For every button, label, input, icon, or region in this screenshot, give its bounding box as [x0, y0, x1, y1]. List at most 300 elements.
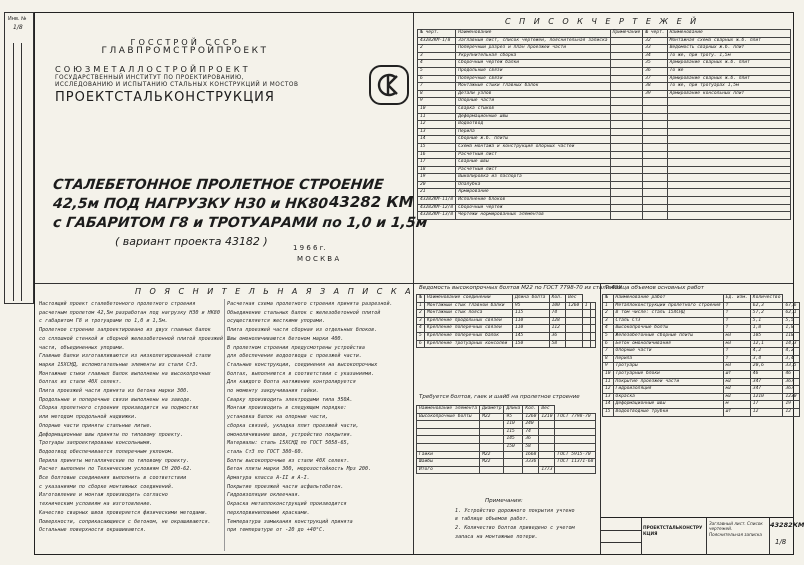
table-cell: [643, 98, 667, 106]
table-cell: 19: [783, 401, 799, 409]
table-cell: 13: [418, 128, 456, 136]
title-stamp: [601, 517, 804, 555]
table-cell: [667, 197, 790, 205]
table-cell: [555, 421, 596, 429]
table-cell: [610, 136, 643, 144]
table-cell: Сварные швы: [456, 159, 610, 167]
table-cell: 115: [513, 310, 550, 318]
stamp-org: ПРОЕКТСТАЛЬКОНСТРУКЦИЯ: [643, 526, 703, 537]
table-cell: [582, 332, 590, 340]
table-cell: ГОСТ 11371-68: [555, 459, 596, 467]
table-cell: 95: [504, 413, 523, 421]
table-row: [418, 60, 791, 68]
table-cell: Количество: [750, 295, 783, 303]
table-cell: 7: [418, 83, 456, 91]
note-line: Остальные поверхности окрашиваются.: [39, 527, 147, 534]
table-cell: м2: [723, 386, 750, 394]
institute-line-2: ИССЛЕДОВАНИЮ И ИСПЫТАНИЮ СТАЛЬНЫХ КОНСТРУКЦИЙ И МОСТОВ: [55, 82, 299, 88]
table-cell: [582, 325, 590, 333]
table-cell: 1210: [750, 393, 783, 401]
table-cell: [643, 181, 667, 189]
table-row: [418, 159, 791, 167]
table-cell: 9: [418, 98, 456, 106]
table-cell: м: [723, 401, 750, 409]
table-cell: [417, 443, 480, 451]
table-cell: 6: [418, 75, 456, 83]
explanatory-note-heading: П О Я С Н И Т Е Л Ь Н А Я З А П И С К А: [135, 287, 414, 296]
table-cell: Вес: [566, 295, 583, 303]
table-row: [417, 443, 596, 451]
table-row: [417, 413, 596, 421]
table-cell: [590, 332, 595, 340]
table-cell: Опорные части: [456, 98, 610, 106]
note-line: Все болтовые соединения выполнить в соответствии: [39, 475, 187, 482]
table-cell: [643, 197, 667, 205]
table-cell: 35: [643, 60, 667, 68]
note-line: для обеспечения водоотвода с проезжей части.: [227, 353, 362, 360]
note-line: Сборка пролетного строения производится на подмостях: [39, 405, 199, 412]
table-cell: 6: [603, 340, 614, 348]
table-cell: [667, 166, 790, 174]
table-cell: [610, 83, 643, 91]
note-line: Для каждого болта натяжение контролируется: [227, 379, 356, 386]
table-cell: 1,8: [750, 325, 783, 333]
table-cell: [590, 340, 595, 348]
table-row: [418, 181, 791, 189]
table-cell: 3,4: [750, 355, 783, 363]
table-cell: Наименование работ: [613, 295, 723, 303]
table-cell: 11: [603, 378, 614, 386]
table-cell: [667, 181, 790, 189]
col-header-note: Примечание: [610, 30, 643, 38]
table-row: [418, 52, 791, 60]
table-cell: 21: [418, 189, 456, 197]
table-cell: Крепление поперечных балок: [425, 332, 513, 340]
table-cell: ГОСТ 7798-70: [555, 413, 596, 421]
city-label: М О С К В А: [297, 255, 340, 263]
table-row: [418, 136, 791, 144]
table-cell: 6: [417, 340, 425, 348]
note-line: Стальные конструкции, соединения на высокопрочных: [227, 361, 378, 368]
table-cell: [610, 174, 643, 182]
table-cell: 58: [549, 340, 566, 348]
table-row: [418, 105, 791, 113]
table-cell: Опорные части: [613, 348, 723, 356]
table-cell: Длина болта: [513, 295, 550, 303]
table-row: [603, 408, 800, 416]
table-cell: [555, 466, 596, 474]
table-row: [418, 37, 791, 45]
table-cell: 20,6: [750, 363, 783, 371]
table-cell: [555, 436, 596, 444]
table-cell: [643, 204, 667, 212]
note-line: в таблице объемов работ.: [455, 516, 529, 523]
table-cell: Гидроизоляция: [613, 386, 723, 394]
table-cell: [610, 166, 643, 174]
table-cell: 4: [418, 60, 456, 68]
table-cell: 1260: [566, 302, 583, 310]
note-line: Объединение стальных балок с железобетонной плитой: [227, 309, 381, 316]
table-cell: шт: [723, 370, 750, 378]
table-row: [603, 340, 800, 348]
table-cell: 1: [582, 302, 590, 310]
table-cell: [610, 105, 643, 113]
table-cell: Укрупнительная сборка: [456, 52, 610, 60]
table-cell: [582, 310, 590, 318]
table-cell: 39: [643, 90, 667, 98]
table-cell: Исполнение блоков: [456, 197, 610, 205]
table-row: [418, 197, 791, 205]
table-cell: [667, 121, 790, 129]
table-cell: Наименование элемента: [417, 406, 480, 414]
variant-label: ( вариант проекта 43182 ): [115, 235, 268, 248]
table-cell: 347: [750, 386, 783, 394]
table-row: [418, 83, 791, 91]
table-cell: [667, 105, 790, 113]
table-cell: [539, 428, 555, 436]
note-line: Материалы: сталь 15ХСНД по ГОСТ 5058-65,: [227, 440, 350, 447]
table-cell: 38: [643, 83, 667, 91]
table-cell: [566, 310, 583, 318]
note-line: Расчетная схема пролетного строения принята разрезной.: [227, 301, 393, 307]
table-cell: [417, 428, 480, 436]
note-line: Бетон плиты марки 300, морозостойкость Мрз 200.: [227, 466, 372, 473]
table-cell: 3,4: [783, 355, 799, 363]
table-cell: 11: [418, 113, 456, 121]
table-cell: 1773: [539, 466, 555, 474]
table-cell: [590, 317, 595, 325]
table-cell: 145: [504, 436, 523, 444]
table-row: [417, 302, 596, 310]
table-cell: Высокопрочные болты: [613, 325, 723, 333]
drawings-list-heading: С П И С О К Ч Е Р Т Е Ж Е Й: [505, 17, 700, 26]
table-cell: Сталь Ст3: [613, 317, 723, 325]
table-cell: [667, 143, 790, 151]
table-row: [418, 143, 791, 151]
table-cell: М22: [480, 413, 504, 421]
note-line: Покрытие проезжей части асфальтобетон.: [227, 483, 344, 490]
table-cell: [610, 113, 643, 121]
table-cell: Окраска: [613, 393, 723, 401]
note-line: Изготовление и монтаж производить согласно: [39, 492, 168, 499]
table-cell: [590, 310, 595, 318]
table-cell: 36: [643, 67, 667, 75]
note-line: Перила приняты металлические по типовому проекту.: [39, 457, 190, 464]
table-row: [418, 212, 791, 220]
table-row: [603, 302, 800, 310]
table-row: [418, 45, 791, 53]
table-cell: 3: [603, 317, 614, 325]
institute-logo: [369, 65, 409, 105]
table-cell: 150: [513, 340, 550, 348]
table-cell: 1260: [523, 413, 539, 421]
table-cell: [643, 128, 667, 136]
table-cell: [610, 212, 643, 220]
table-cell: 7: [603, 348, 614, 356]
note-line: Опорные части приняты стальные литые.: [39, 422, 153, 429]
table-cell: Крепление тротуарных консолей: [425, 340, 513, 348]
notes-heading: Примечания:: [485, 498, 523, 504]
table-row: [417, 325, 596, 333]
table-cell: Монтажная схема сварных ж.б. плит: [667, 37, 790, 45]
note-line: болтах из стали 40Х селект.: [39, 379, 122, 386]
table-cell: 20: [418, 181, 456, 189]
table-cell: 95: [513, 302, 550, 310]
title-doc-number: 43282 КМ: [329, 193, 414, 211]
table-cell: 10: [603, 370, 614, 378]
table-cell: шт: [723, 408, 750, 416]
table-cell: Железобетонные сборные плиты: [613, 332, 723, 340]
table-cell: [610, 37, 643, 45]
table-cell: м3: [723, 332, 750, 340]
table-cell: м2: [723, 393, 750, 401]
table-row: [418, 204, 791, 212]
note-line: Настоящий проект сталебетонного пролетного строения: [39, 301, 196, 307]
table-cell: 33: [643, 45, 667, 53]
table-cell: [667, 212, 790, 220]
table-cell: 12: [603, 386, 614, 394]
bolt-table: [416, 294, 596, 348]
stamp-divider: [601, 542, 641, 543]
divider: [224, 299, 225, 551]
table-cell: м2: [723, 378, 750, 386]
table-cell: 15: [418, 143, 456, 151]
table-cell: Бетон омоноличивания: [613, 340, 723, 348]
table-cell: 1,8: [783, 325, 799, 333]
note-line: сборка связей, укладка плит проезжей части,: [227, 422, 359, 429]
table-row: [603, 332, 800, 340]
margin-stamp-grid: [21, 43, 23, 301]
table-cell: 4: [603, 325, 614, 333]
table-cell: т: [723, 325, 750, 333]
table-row: [417, 332, 596, 340]
table-cell: т: [723, 348, 750, 356]
note-line: Монтажные стыки главных балок выполнены на высокопрочных: [39, 370, 211, 377]
table-cell: [610, 151, 643, 159]
table-cell: М22: [480, 459, 504, 467]
table-row: [417, 317, 596, 325]
divider: [413, 283, 414, 554]
note-line: при температуре от -20 до +40°С.: [227, 527, 326, 534]
table-cell: Монтажный стык главной балки: [425, 302, 513, 310]
note-line: Пролетное строение запроектировано из двух главных балок: [39, 327, 211, 334]
fastener-table: [416, 405, 596, 474]
table-cell: 8: [418, 90, 456, 98]
table-row: [603, 310, 800, 318]
table-cell: №: [603, 295, 614, 303]
table-row: [417, 340, 596, 348]
table-cell: 150: [504, 443, 523, 451]
table-cell: [643, 113, 667, 121]
stamp-doc-number: 43282КМ: [770, 521, 804, 529]
table-cell: 36: [523, 436, 539, 444]
table-cell: [539, 436, 555, 444]
table-cell: [643, 159, 667, 167]
table-cell: Тротуарные блоки: [613, 370, 723, 378]
note-line: осуществляется жесткими упорами.: [227, 318, 326, 325]
table-cell: Шайбы: [417, 459, 480, 467]
note-line: части, объединенных упорами.: [39, 344, 125, 351]
table-cell: Перила: [613, 355, 723, 363]
table-cell: т: [723, 355, 750, 363]
table-cell: 43282КМ-13/8: [418, 212, 456, 220]
table-row: [417, 459, 596, 467]
table-cell: [610, 189, 643, 197]
table-cell: 16: [418, 151, 456, 159]
drawing-sheet: [34, 12, 804, 555]
title-line-1: СТАЛЕБЕТОННОЕ ПРОЛЕТНОЕ СТРОЕНИЕ: [52, 177, 385, 193]
table-cell: 5,5: [783, 317, 799, 325]
table-cell: 1230: [783, 393, 799, 401]
table-cell: [610, 121, 643, 129]
table-cell: Покрытие проезжей части: [613, 378, 723, 386]
note-line: Гидроизоляция оклеечная.: [227, 492, 301, 499]
table-cell: [566, 332, 583, 340]
table-cell: [610, 204, 643, 212]
note-line: с указаниями по сборке монтажных соединений.: [39, 483, 174, 490]
table-cell: Наименование соединений: [425, 295, 513, 303]
table-cell: Армирование сварных ж.б. плит: [667, 60, 790, 68]
note-line: Тротуары запроектированы консольными.: [39, 440, 153, 447]
table-cell: 2: [603, 310, 614, 318]
table-cell: 5: [417, 332, 425, 340]
table-cell: 17: [750, 401, 783, 409]
table-cell: [590, 302, 595, 310]
table-cell: 58: [523, 443, 539, 451]
table-cell: [610, 45, 643, 53]
table-cell: Деформационные швы: [456, 113, 610, 121]
table-row: [603, 393, 800, 401]
note-line: омоноличивание швов, устройство покрытия.: [227, 431, 353, 438]
note-line: по моменту закручивания гайки.: [227, 388, 320, 395]
volumes-table: [602, 294, 800, 417]
note-line: с габаритом Г8 и тротуарами по 1,0 и 1,5м.: [39, 318, 168, 325]
table-cell: [523, 466, 539, 474]
table-cell: 240: [523, 421, 539, 429]
table-cell: [555, 443, 596, 451]
table-cell: Сварка стыков: [456, 105, 610, 113]
table-cell: Поперечный разрез и план проезжей части: [456, 45, 610, 53]
table-cell: Гайки: [417, 451, 480, 459]
table-cell: Водоотводные трубки: [613, 408, 723, 416]
table-cell: 1668: [523, 451, 539, 459]
note-line: В пролетном строении предусмотрены устройства: [227, 344, 366, 351]
table-cell: Чертежи нормированных элементов: [456, 212, 610, 220]
table-cell: [667, 136, 790, 144]
table-cell: м3: [723, 363, 750, 371]
table-cell: [610, 128, 643, 136]
table-cell: 12: [783, 408, 799, 416]
divider: [35, 283, 793, 284]
table-cell: [643, 174, 667, 182]
stamp-sheet-title: Заглавный лист. Список чертежей. Пояснительная записка: [709, 521, 763, 537]
table-cell: 43282КМ-1/8: [418, 37, 456, 45]
table-cell: Заглавный лист, список чертежей, пояснительная записка: [456, 37, 610, 45]
table-cell: [539, 421, 555, 429]
table-cell: Крепление поперечных связей: [425, 325, 513, 333]
table-row: [417, 428, 596, 436]
table-row: [418, 189, 791, 197]
table-cell: [643, 166, 667, 174]
table-cell: т: [723, 310, 750, 318]
table-cell: 5: [603, 332, 614, 340]
table-row: [418, 98, 791, 106]
table-cell: 110: [513, 317, 550, 325]
note-line: Поверхности, соприкасающиеся с бетоном, не окрашиваются.: [39, 518, 211, 525]
table-row: [603, 317, 800, 325]
note-line: запаса на монтажные потери.: [455, 533, 538, 540]
table-cell: 67,6: [783, 302, 799, 310]
table-row: [603, 355, 800, 363]
table-cell: 14,3: [783, 340, 799, 348]
table-cell: [643, 189, 667, 197]
table-cell: 13: [603, 393, 614, 401]
note-line: 1. Устройство дорожного покрытия учтено: [455, 507, 575, 514]
note-line: 2. Количество болтов приведено с учетом: [455, 525, 575, 532]
table-cell: 1: [603, 302, 614, 310]
table-row: [603, 386, 800, 394]
table-row: [418, 67, 791, 75]
col-header-name: Наименование: [456, 30, 610, 38]
note-line: марки 15ХСНД, вспомогательные элементы из стали Ст3.: [39, 361, 199, 368]
table-cell: т: [723, 302, 750, 310]
title-line-2: 42,5м ПОД НАГРУЗКУ Н30 и НК80: [52, 196, 329, 212]
logo-ck-icon: [371, 67, 407, 103]
table-cell: 46: [783, 370, 799, 378]
table-cell: 128: [549, 317, 566, 325]
table-header-row: [417, 295, 596, 303]
table-row: [418, 90, 791, 98]
table-cell: М22: [480, 451, 504, 459]
table-cell: Продольные связи: [456, 67, 610, 75]
union-name: СОЮЗМЕТАЛЛОСТРОЙПРОЕКТ: [55, 64, 251, 74]
table-row: [603, 348, 800, 356]
table-row: [418, 174, 791, 182]
table-cell: 2: [418, 45, 456, 53]
divider: [600, 283, 601, 554]
note-line: Болты высокопрочные из стали 40Х селект.: [227, 457, 350, 464]
table-cell: Кол.: [549, 295, 566, 303]
note-line: Водоотвод обеспечивается поперечным уклоном.: [39, 448, 174, 455]
explanatory-note-left-column: [39, 300, 223, 535]
table-cell: 12: [418, 121, 456, 129]
table-cell: [539, 443, 555, 451]
table-cell: Длина: [504, 406, 523, 414]
table-cell: 15: [603, 408, 614, 416]
note-line: Плита проезжей части сборная из отдельных блоков.: [227, 327, 378, 334]
table-cell: 43282КМ-12/8: [418, 204, 456, 212]
table-cell: 43282КМ-11/8: [418, 197, 456, 205]
table-cell: Расчетный лист: [456, 151, 610, 159]
table-cell: [417, 436, 480, 444]
table-cell: 14: [603, 401, 614, 409]
table-cell: [566, 317, 583, 325]
table-cell: [610, 90, 643, 98]
table-cell: Армирование консольных плит: [667, 90, 790, 98]
table-cell: 14: [418, 136, 456, 144]
table-cell: 17: [418, 159, 456, 167]
table-row: [603, 363, 800, 371]
note-line: болтах, выполняются в соответствии с указаниями.: [227, 370, 375, 377]
table-row: [603, 401, 800, 409]
notes-block: [455, 499, 595, 542]
note-line: расчетным пролетом 42,5м разработан под нагрузку Н30 и НК80: [39, 309, 220, 316]
table-cell: [667, 113, 790, 121]
note-line: Окраска металлоконструкций производится: [227, 501, 347, 508]
table-cell: [610, 98, 643, 106]
note-line: техническим условиям на изготовление.: [39, 501, 153, 508]
table-cell: 5,1: [750, 317, 783, 325]
